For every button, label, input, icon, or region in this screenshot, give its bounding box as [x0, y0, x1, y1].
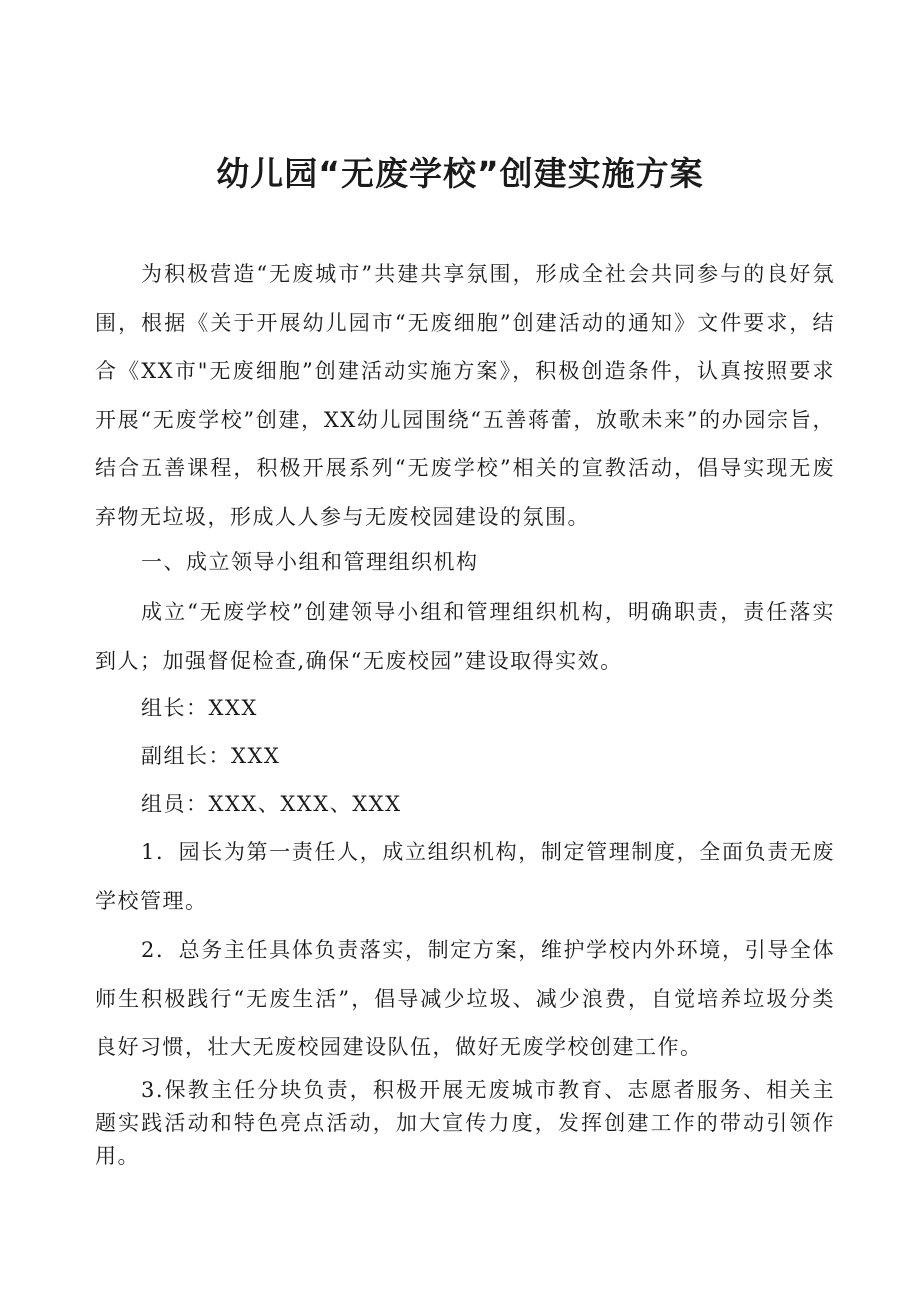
document-title: 幼儿园“无废学校”创建实施方案: [216, 154, 704, 193]
section-paragraph: 成立“无废学校”创建领导小组和管理组织机构，明确职责，责任落实到人；加强督促检查,确保“无废校园”建设取得实效。: [95, 600, 835, 673]
deputy-leader-line: 副组长：XXX: [141, 744, 281, 768]
duty-item-2: 2．总务主任具体负责落实，制定方案，维护学校内外环境，引导全体师生积极践行“无废生活”，倡导减少垃圾、减少浪费，自觉培养垃圾分类良好习惯，壮大无废校园建设队伍，做好无废学校创建工作。: [95, 938, 835, 1059]
section-heading: 一、成立领导小组和管理组织机构: [141, 550, 479, 574]
leader-line: 组长：XXX: [141, 696, 258, 720]
duty-item-3: 3.保教主任分块负责，积极开展无废城市教育、志愿者服务、相关主题实践活动和特色亮点活动，加大宣传力度，发挥创建工作的带动引领作用。: [95, 1078, 835, 1168]
duty-item-1: 1．园长为第一责任人，成立组织机构，制定管理制度，全面负责无废学校管理。: [95, 840, 835, 913]
intro-paragraph: 为积极营造“无废城市”共建共享氛围，形成全社会共同参与的良好氛围，根据《关于开展幼儿园市“无废细胞”创建活动的通知》文件要求，结合《XX市"无废细胞”创建活动实施方案》，积极创造条件，认真按照要求开展“无废学校”创建，XX幼儿园围绕“五善蒋蕾，放歌未来”的办园宗旨，结合五善课程，积极开展系列“无废学校”相关的宣教活动，倡导实现无废弃物无垃圾，形成人人参与无废校园建设的氛围。: [95, 262, 835, 529]
members-line: 组员：XXX、XXX、XXX: [141, 792, 402, 816]
